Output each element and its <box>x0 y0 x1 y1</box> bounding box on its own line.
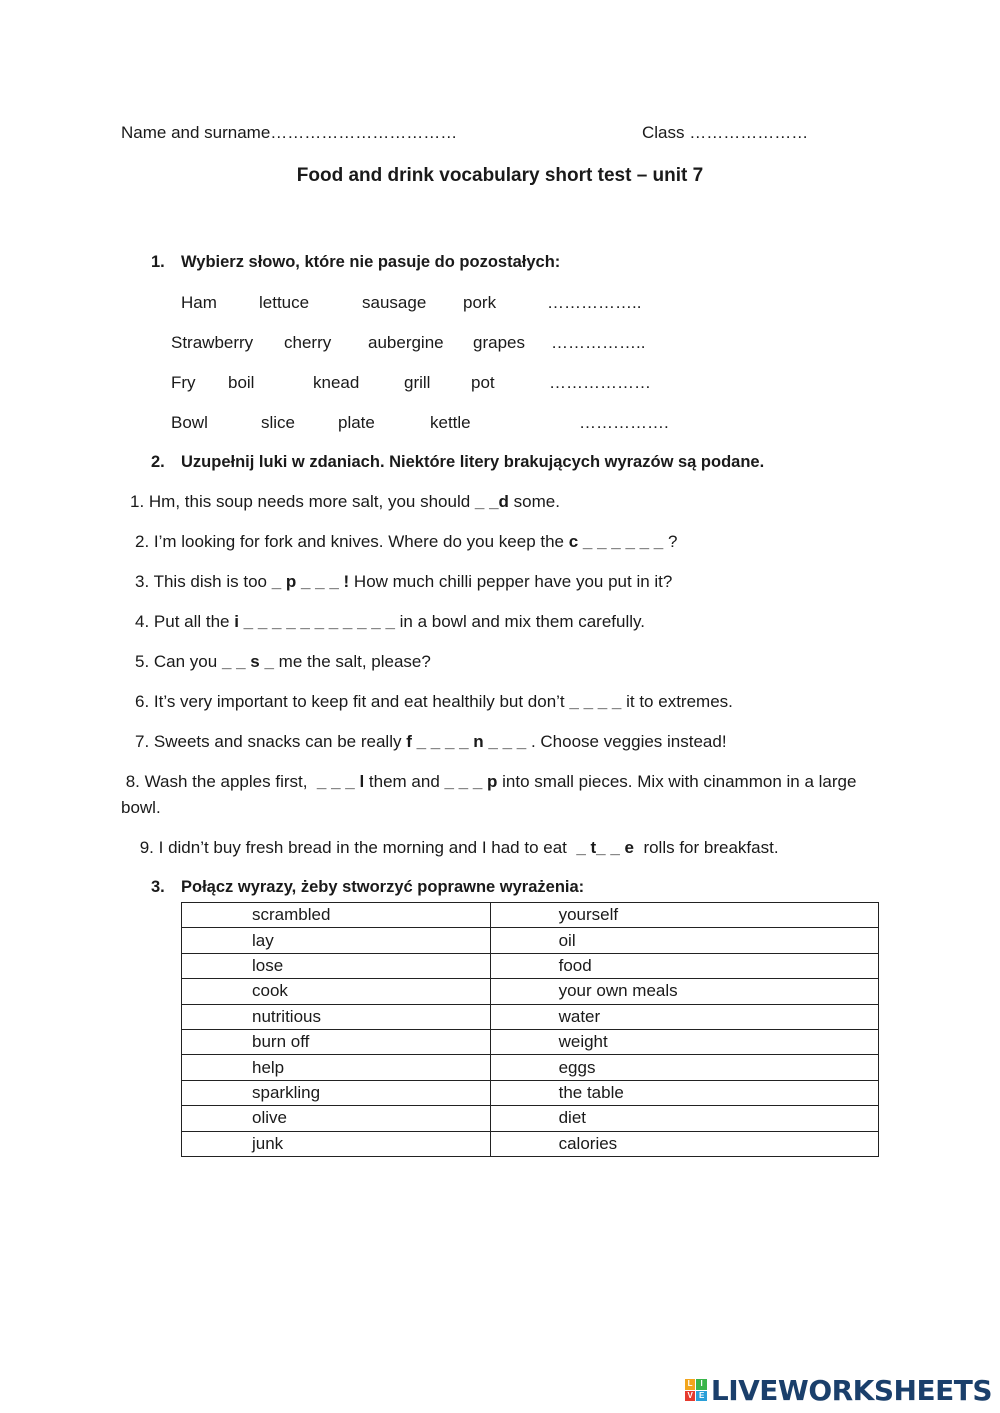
table-row <box>182 1131 879 1156</box>
left-word[interactable]: nutritious <box>182 1004 491 1029</box>
gap-blank[interactable]: _ t_ _ e <box>576 838 634 857</box>
left-word[interactable]: cook <box>182 979 491 1004</box>
gap-blank[interactable]: i _ _ _ _ _ _ _ _ _ _ _ <box>234 612 395 631</box>
section3-heading: Połącz wyrazy, żeby stworzyć poprawne wyrażenia: <box>181 878 585 896</box>
gap-blank[interactable]: _ _d <box>474 492 509 511</box>
sentence-1 <box>130 489 560 515</box>
answer-blank[interactable]: …………….. <box>551 333 646 352</box>
sentence-text: 7. Sweets and snacks can be really <box>135 732 407 751</box>
table-row <box>182 953 879 978</box>
sentence-text: rolls for breakfast. <box>634 838 779 857</box>
left-word[interactable]: sparkling <box>182 1080 491 1105</box>
right-word[interactable]: food <box>490 953 878 978</box>
section1-heading: Wybierz słowo, które nie pasuje do pozostałych: <box>181 253 561 271</box>
gap-blank[interactable]: _ _ s _ <box>221 652 274 671</box>
right-word[interactable]: your own meals <box>490 979 878 1004</box>
page-title: Food and drink vocabulary short test – unit 7 <box>296 165 704 186</box>
word: cherry <box>284 333 332 352</box>
word: Fry <box>171 373 196 392</box>
right-word[interactable]: calories <box>490 1131 878 1156</box>
sentence-text: 1. Hm, this soup needs more salt, you should <box>130 492 475 511</box>
mark-letter: I <box>696 1379 707 1390</box>
left-word[interactable]: junk <box>182 1131 491 1156</box>
logo-text: LIVEWORKSHEETS <box>710 1373 992 1407</box>
matching-table <box>181 902 879 1157</box>
table-row <box>182 1029 879 1054</box>
sentence-9 <box>135 835 779 861</box>
sentence-7 <box>135 729 727 755</box>
word: pork <box>463 293 497 312</box>
word: sausage <box>362 293 427 312</box>
right-word[interactable]: the table <box>490 1080 878 1105</box>
right-word[interactable]: water <box>490 1004 878 1029</box>
gap-blank[interactable]: _ _ _ _ <box>569 692 622 711</box>
sentence-text: 5. Can you <box>135 652 222 671</box>
sentence-text: in a bowl and mix them carefully. <box>394 612 645 631</box>
word: slice <box>261 413 296 432</box>
left-word[interactable]: scrambled <box>182 903 491 928</box>
sentence-text: 4. Put all the <box>135 612 235 631</box>
answer-blank[interactable]: ……………. <box>579 413 669 432</box>
word: boil <box>228 373 255 392</box>
sentence-4 <box>135 609 645 635</box>
name-surname-field: Name and surname…………………………… <box>121 123 458 142</box>
section2-heading: Uzupełnij luki w zdaniach. Niektóre litery brakujących wyrazów są podane. <box>181 453 765 471</box>
sentence-text: . Choose veggies instead! <box>526 732 727 751</box>
sentence-8 <box>121 769 891 821</box>
sentence-text: 9. I didn’t buy fresh bread in the morning and I had to eat <box>135 838 577 857</box>
table-row <box>182 903 879 928</box>
liveworksheets-mark-icon <box>685 1379 707 1401</box>
word: plate <box>338 413 375 432</box>
right-word[interactable]: diet <box>490 1106 878 1131</box>
class-field: Class ………………… <box>642 123 809 142</box>
answer-blank[interactable]: …………….. <box>547 293 642 312</box>
section2-number: 2. <box>151 453 165 471</box>
word: pot <box>471 373 495 392</box>
table-row <box>182 979 879 1004</box>
section1-number: 1. <box>151 253 165 271</box>
word: grapes <box>473 333 525 352</box>
sentence-text: them and <box>364 772 445 791</box>
table-row <box>182 928 879 953</box>
sentence-3 <box>135 569 672 595</box>
word: lettuce <box>259 293 310 312</box>
right-word[interactable]: yourself <box>490 903 878 928</box>
gap-blank[interactable]: f _ _ _ _ n _ _ _ <box>406 732 527 751</box>
right-word[interactable]: weight <box>490 1029 878 1054</box>
gap-blank[interactable]: _ _ _ l <box>316 772 365 791</box>
word: Strawberry <box>171 333 254 352</box>
sentence-text: it to extremes. <box>621 692 733 711</box>
sentence-5 <box>135 649 431 675</box>
answer-blank[interactable]: ……………… <box>549 373 651 392</box>
sentence-text: 2. I’m looking for fork and knives. Where do you keep the <box>135 532 569 551</box>
word: aubergine <box>368 333 444 352</box>
right-word[interactable]: oil <box>490 928 878 953</box>
right-word[interactable]: eggs <box>490 1055 878 1080</box>
left-word[interactable]: burn off <box>182 1029 491 1054</box>
table-row <box>182 1106 879 1131</box>
sentence-text: 6. It’s very important to keep fit and eat healthily but don’t <box>135 692 570 711</box>
left-word[interactable]: lay <box>182 928 491 953</box>
liveworksheets-logo[interactable] <box>685 1375 992 1405</box>
sentence-text: ? <box>663 532 678 551</box>
sentence-6 <box>135 689 733 715</box>
sentence-text: me the salt, please? <box>273 652 431 671</box>
gap-blank[interactable]: _ _ _ p <box>444 772 498 791</box>
sentence-2 <box>135 529 677 555</box>
left-word[interactable]: help <box>182 1055 491 1080</box>
word: Bowl <box>171 413 208 432</box>
sentence-text: How much chilli pepper have you put in it? <box>349 572 673 591</box>
left-word[interactable]: lose <box>182 953 491 978</box>
table-row <box>182 1004 879 1029</box>
section3-number: 3. <box>151 878 165 896</box>
word: kettle <box>430 413 471 432</box>
word: knead <box>313 373 360 392</box>
mark-letter: V <box>685 1391 696 1402</box>
table-row <box>182 1080 879 1105</box>
mark-letter: E <box>696 1391 707 1402</box>
gap-blank[interactable]: c _ _ _ _ _ _ <box>568 532 664 551</box>
sentence-text: some. <box>508 492 560 511</box>
left-word[interactable]: olive <box>182 1106 491 1131</box>
sentence-text: 3. This dish is too <box>135 572 272 591</box>
gap-blank[interactable]: _ p _ _ _ ! <box>271 572 350 591</box>
word: Ham <box>181 293 217 312</box>
sentence-text: into small pieces. Mix with cinammon in a large bowl. <box>121 772 857 817</box>
sentence-text: 8. Wash the apples first, <box>121 772 317 791</box>
table-row <box>182 1055 879 1080</box>
word: grill <box>404 373 431 392</box>
mark-letter: L <box>685 1379 696 1390</box>
